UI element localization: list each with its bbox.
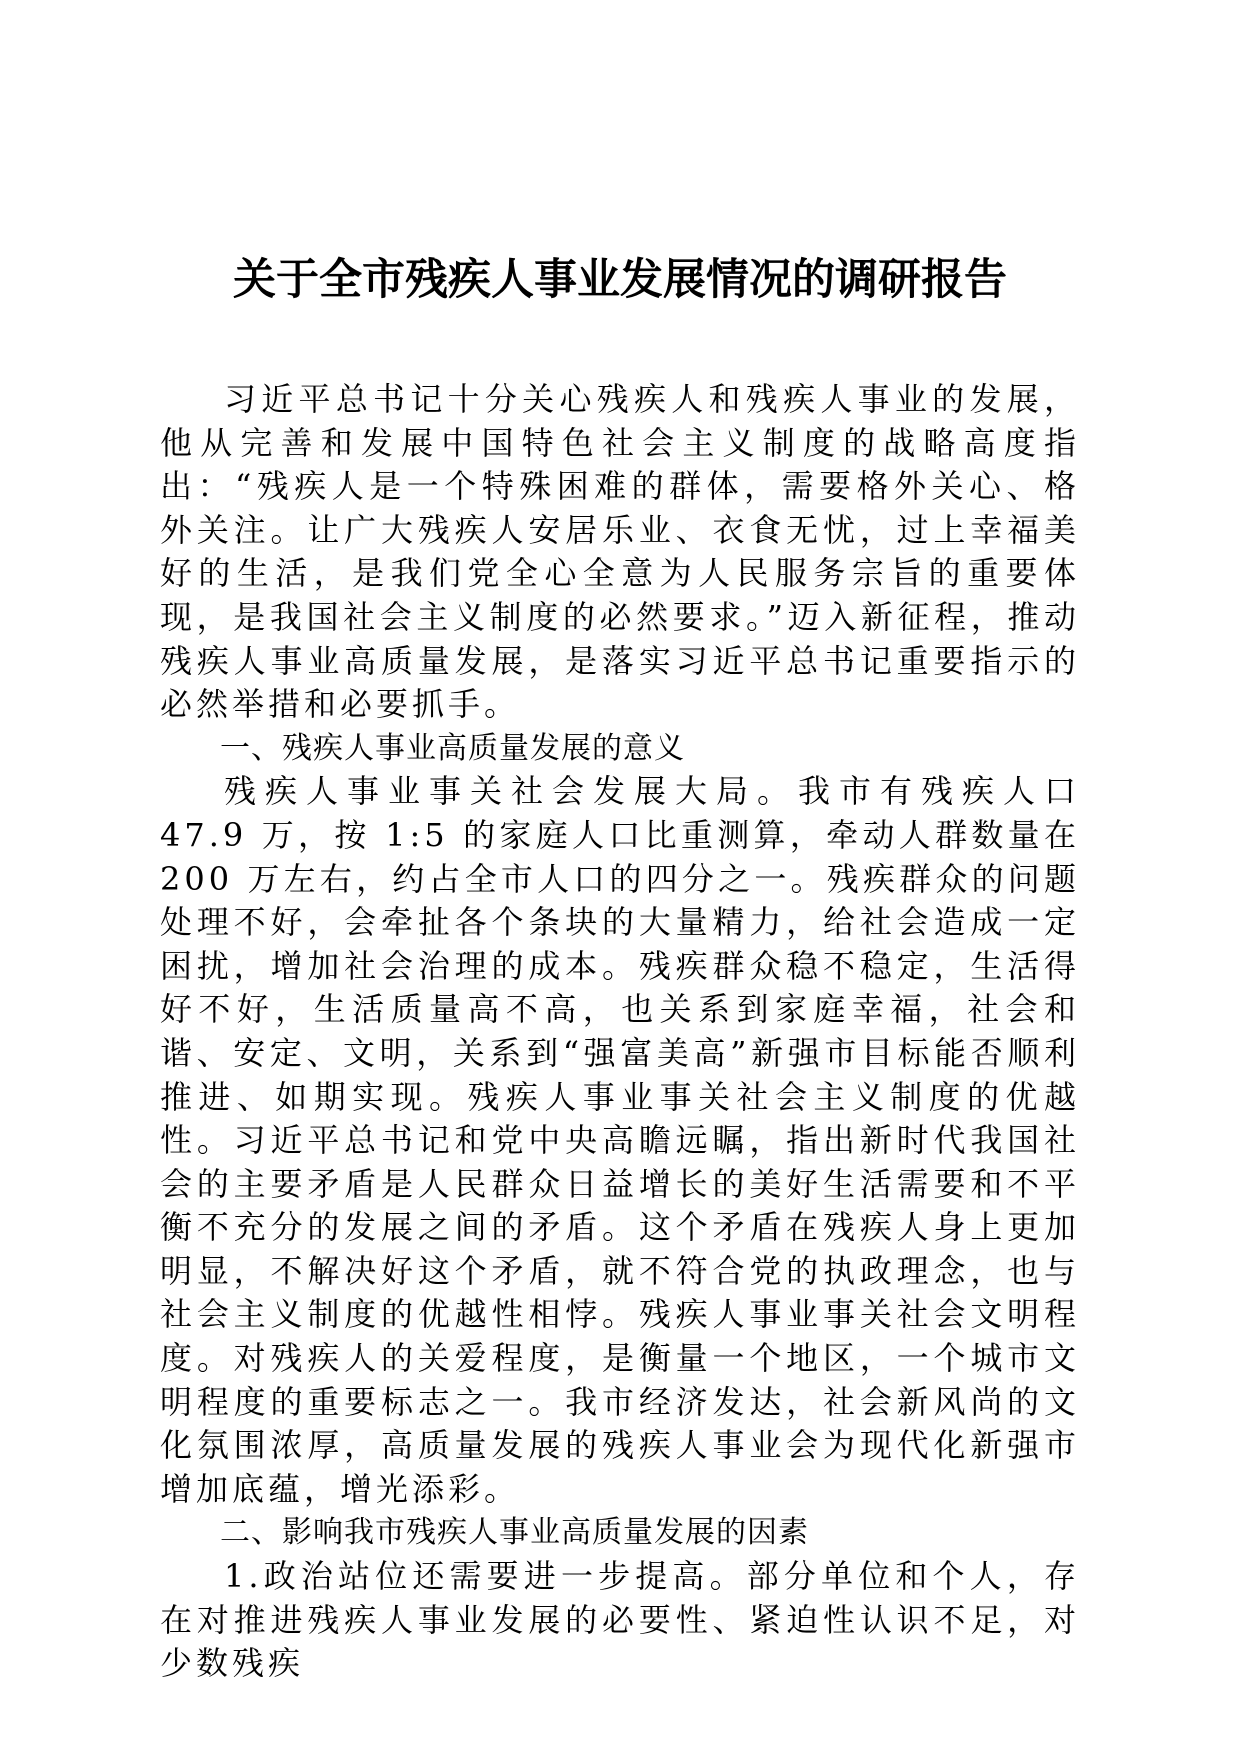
section-2-paragraph: 1.政治站位还需要进一步提高。部分单位和个人，存在对推进残疾人事业发展的必要性、紧迫性认识不足，对少数残疾	[160, 1557, 1080, 1683]
section-1-paragraph: 残疾人事业事关社会发展大局。我市有残疾人口 47.9 万，按 1:5 的家庭人口比重测算，牵动人群数量在 200 万左右，约占全市人口的四分之一。残疾群众的问题处理不好，会牵扯各个条块的大量精力，给社会造成一定困扰，增加社会治理的成本。残疾群众稳不稳定，生活得好不好，生活质量高不高，也关系到家庭幸福，社会和谐、安定、文明，关系到“强富美高”新强市目标能否顺利推进、如期实现。残疾人事业事关社会主义制度的优越性。习近平总书记和党中央高瞻远瞩，指出新时代我国社会的主要矛盾是人民群众日益增长的美好生活需要和不平衡不充分的发展之间的矛盾。这个矛盾在残疾人身上更加明显，不解决好这个矛盾，就不符合党的执政理念，也与社会主义制度的优越性相悖。残疾人事业事关社会文明程度。对残疾人的关爱程度，是衡量一个地区，一个城市文明程度的重要标志之一。我市经济发达，社会新风尚的文化氛围浓厚，高质量发展的残疾人事业会为现代化新强市增加底蕴，增光添彩。	[160, 772, 1080, 1508]
section-heading-2: 二、影响我市残疾人事业高质量发展的因素	[220, 1515, 809, 1551]
document-body	[160, 378, 1080, 1686]
section-heading-1: 一、残疾人事业高质量发展的意义	[220, 730, 685, 766]
document-title: 关于全市残疾人事业发展情况的调研报告	[233, 255, 1007, 305]
intro-paragraph: 习近平总书记十分关心残疾人和残疾人事业的发展，他从完善和发展中国特色社会主义制度的战略高度指出：“残疾人是一个特殊困难的群体，需要格外关心、格外关注。让广大残疾人安居乐业、衣食无忧，过上幸福美好的生活，是我们党全心全意为人民服务宗旨的重要体现，是我国社会主义制度的必然要求。”迈入新征程，推动残疾人事业高质量发展，是落实习近平总书记重要指示的必然举措和必要抓手。	[160, 380, 1080, 724]
